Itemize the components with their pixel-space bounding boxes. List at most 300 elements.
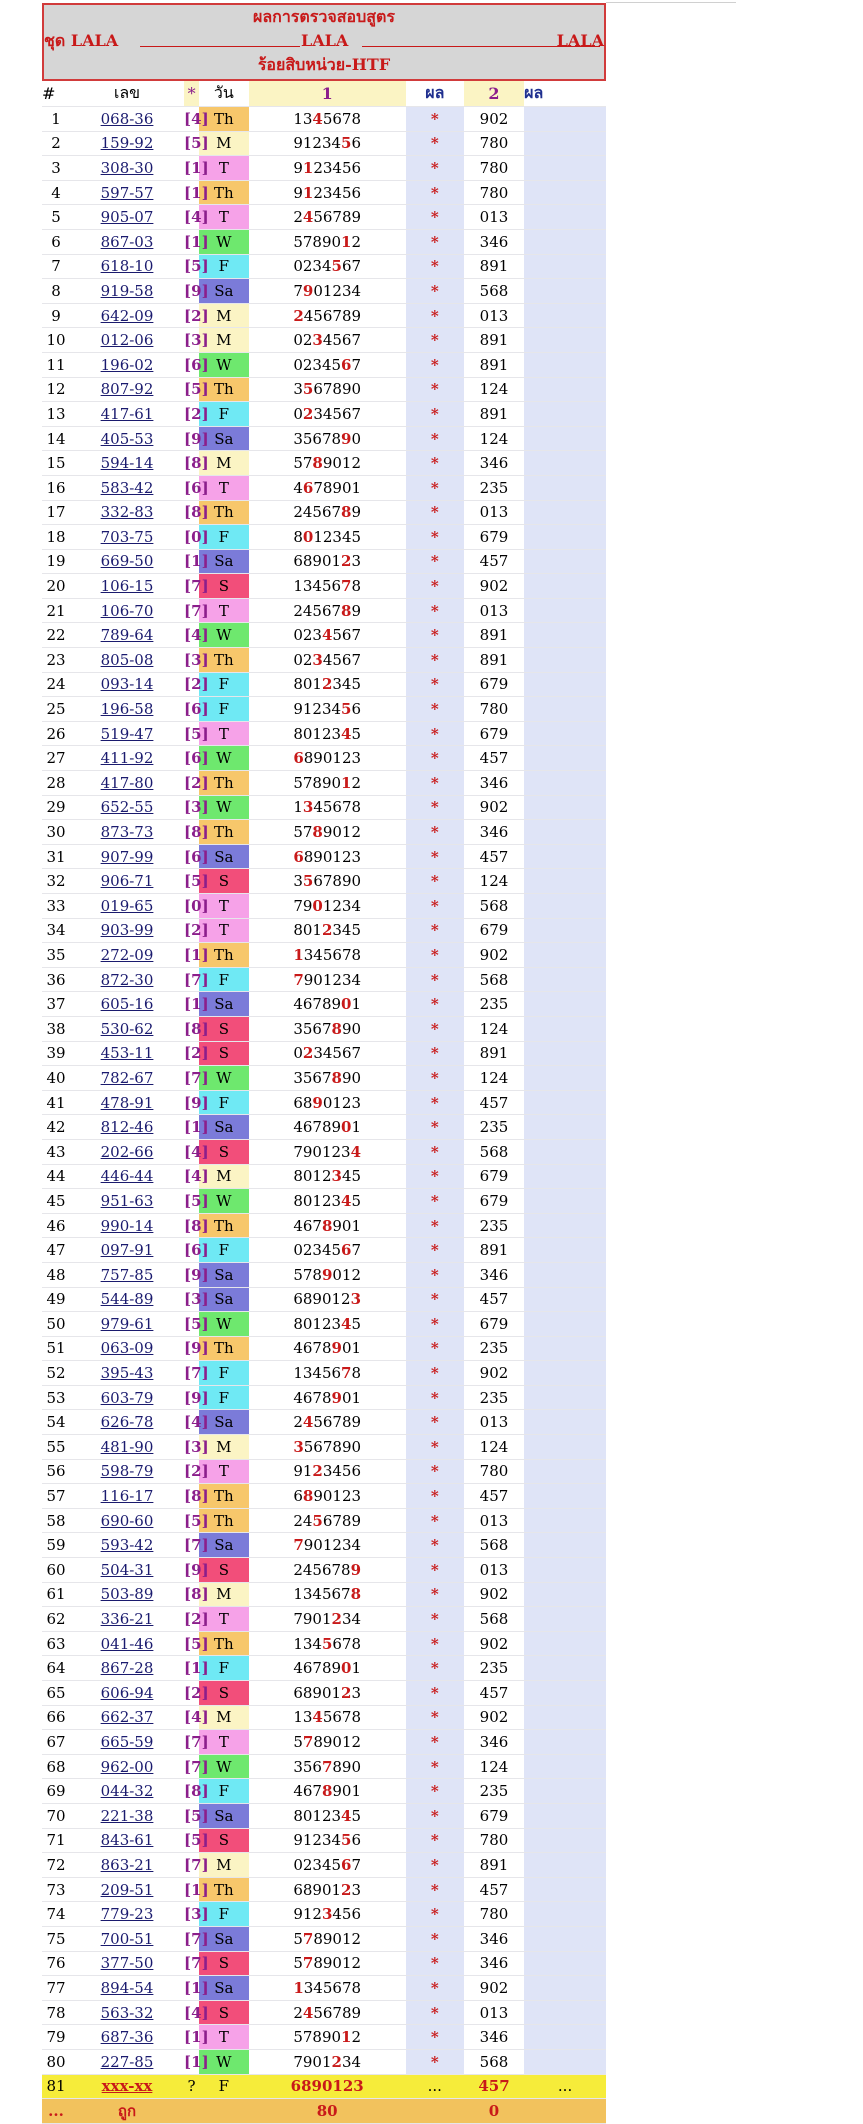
row-bracket: [8	[184, 1779, 199, 1804]
hit-count-1: 80	[249, 2099, 406, 2124]
summary-dots: ...	[42, 2099, 70, 2124]
table-row	[42, 1435, 606, 1460]
hit-digit: 8	[312, 823, 323, 842]
row-bracket: [7	[184, 1754, 199, 1779]
table-row	[42, 1016, 606, 1041]
day-cell: Th	[199, 107, 249, 132]
row-index: 79	[42, 2025, 70, 2050]
digits-before: 02345	[293, 355, 342, 374]
row-index: 13	[42, 402, 70, 427]
result1-cell: *	[406, 1533, 464, 1558]
hit-digit: 9	[350, 1560, 362, 1579]
result2-cell	[524, 1238, 606, 1263]
result2-cell	[524, 1213, 606, 1238]
day-cell: W	[199, 1189, 249, 1214]
number-link[interactable]: 504-31	[70, 1558, 184, 1583]
result2-cell	[524, 1705, 606, 1730]
number-link[interactable]: 906-71	[70, 869, 184, 894]
hit-digit: 6	[293, 749, 304, 768]
digits-before: 7901	[293, 1610, 332, 1629]
number-link[interactable]: 417-61	[70, 402, 184, 427]
number-link[interactable]: 332-83	[70, 500, 184, 525]
number-link[interactable]: 209-51	[70, 1877, 184, 1902]
number-link[interactable]: 221-38	[70, 1803, 184, 1828]
group1-cell	[249, 1607, 406, 1632]
group2-cell: 235	[464, 1213, 524, 1238]
digits-after: 34567	[313, 404, 362, 423]
group1-cell	[249, 1926, 406, 1951]
bracket-digit: 3	[191, 1437, 202, 1456]
number-link[interactable]: 583-42	[70, 475, 184, 500]
bracket-digit: 7	[191, 601, 202, 620]
number-link[interactable]: 894-54	[70, 1976, 184, 2001]
row-index: 57	[42, 1484, 70, 1509]
hit-digit: 4	[350, 1142, 362, 1161]
number-link[interactable]: 642-09	[70, 303, 184, 328]
result1-cell: *	[406, 1115, 464, 1140]
number-link[interactable]: 106-70	[70, 598, 184, 623]
group2-cell: 346	[464, 2025, 524, 2050]
hit-digit: 9	[331, 1339, 342, 1358]
table-row	[42, 1213, 606, 1238]
group1-cell	[249, 1779, 406, 1804]
number-link[interactable]: 757-85	[70, 1262, 184, 1287]
number-link[interactable]: 272-09	[70, 943, 184, 968]
number-link[interactable]: 093-14	[70, 672, 184, 697]
result2-cell	[524, 156, 606, 181]
row-bracket: [4	[184, 1705, 199, 1730]
digits-before: 91	[293, 1462, 313, 1481]
number-link[interactable]: 597-57	[70, 180, 184, 205]
number-link[interactable]: 336-21	[70, 1607, 184, 1632]
row-index: 44	[42, 1164, 70, 1189]
group2-cell: 235	[464, 1385, 524, 1410]
number-link[interactable]: 405-53	[70, 426, 184, 451]
result2-cell	[524, 1361, 606, 1386]
bracket-digit: 3	[191, 650, 202, 669]
group1-cell	[249, 967, 406, 992]
number-link[interactable]: 159-92	[70, 131, 184, 156]
bracket-digit: 6	[191, 700, 202, 719]
bracket-digit: 9	[191, 1560, 202, 1579]
digits-before: 68	[293, 1093, 313, 1112]
group1-cell	[249, 1582, 406, 1607]
hit-digit: 7	[321, 1757, 333, 1776]
number-link[interactable]: 789-64	[70, 623, 184, 648]
row-index: 16	[42, 475, 70, 500]
row-bracket: [2	[184, 672, 199, 697]
digits-after: 56789	[313, 1413, 362, 1432]
digits-before: 13	[293, 109, 313, 128]
day-cell: Th	[199, 1631, 249, 1656]
group2-cell: 679	[464, 721, 524, 746]
hit-digit: 2	[302, 404, 314, 423]
group2-cell: 124	[464, 1016, 524, 1041]
digits-after: 567	[332, 626, 362, 645]
number-link[interactable]: 703-75	[70, 525, 184, 550]
result2-cell	[524, 746, 606, 771]
number-link[interactable]: 962-00	[70, 1754, 184, 1779]
digits-before: 46789	[293, 1659, 342, 1678]
hit-digit: 1	[341, 2028, 352, 2047]
day-cell: Th	[199, 1336, 249, 1361]
digits-after: 34567	[313, 1044, 362, 1063]
group2-cell: 780	[464, 1902, 524, 1927]
number-link[interactable]: 805-08	[70, 648, 184, 673]
digits-after: 2	[351, 2028, 362, 2047]
table-row	[42, 549, 606, 574]
number-link[interactable]: 990-14	[70, 1213, 184, 1238]
group1-cell	[249, 1041, 406, 1066]
row-bracket: [7	[184, 1533, 199, 1558]
number-link[interactable]: 665-59	[70, 1730, 184, 1755]
row-bracket: [3	[184, 648, 199, 673]
hit-digit: 1	[293, 1978, 304, 1997]
number-link[interactable]: 905-07	[70, 205, 184, 230]
number-link[interactable]: 544-89	[70, 1287, 184, 1312]
digits-before: 68901	[293, 1683, 342, 1702]
number-link[interactable]: 807-92	[70, 377, 184, 402]
result1-cell: *	[406, 1656, 464, 1681]
hit-digit: 3	[302, 798, 314, 817]
group1-cell	[249, 820, 406, 845]
row-index: 78	[42, 2000, 70, 2025]
result2-cell	[524, 107, 606, 132]
group1-cell	[249, 1828, 406, 1853]
table-row	[42, 500, 606, 525]
group2-cell: 457	[464, 1287, 524, 1312]
result1-cell: *	[406, 1828, 464, 1853]
group2-cell: 902	[464, 107, 524, 132]
digits-before: 24567	[293, 601, 342, 620]
digits-after: 890123	[303, 749, 362, 768]
number-link[interactable]: 812-46	[70, 1115, 184, 1140]
number-link[interactable]: 308-30	[70, 156, 184, 181]
group1-cell	[249, 1385, 406, 1410]
day-cell: Th	[199, 820, 249, 845]
result1-cell: *	[406, 525, 464, 550]
number-link[interactable]: 603-79	[70, 1385, 184, 1410]
group2-cell: 346	[464, 771, 524, 796]
digits-after: 67890	[313, 872, 362, 891]
result1-cell: *	[406, 1508, 464, 1533]
day-cell: T	[199, 721, 249, 746]
row-bracket: [8	[184, 500, 199, 525]
table-row	[42, 1041, 606, 1066]
group2-cell: 013	[464, 2000, 524, 2025]
table-row	[42, 451, 606, 476]
number-link[interactable]: 012-06	[70, 328, 184, 353]
digits-after: 90	[341, 1068, 362, 1087]
table-row	[42, 1508, 606, 1533]
day-cell: M	[199, 1435, 249, 1460]
table-row	[42, 1262, 606, 1287]
digits-after: 01	[341, 1388, 362, 1407]
result1-cell: *	[406, 1803, 464, 1828]
bracket-digit: 5	[191, 134, 202, 153]
digits-after: 6	[351, 700, 362, 719]
result1-cell: *	[406, 1926, 464, 1951]
day-cell: T	[199, 1730, 249, 1755]
row-bracket: [6	[184, 746, 199, 771]
table-row	[42, 1656, 606, 1681]
group1-cell	[249, 672, 406, 697]
row-bracket: [9	[184, 1385, 199, 1410]
group1-cell	[249, 697, 406, 722]
number-link[interactable]: 598-79	[70, 1459, 184, 1484]
number-link[interactable]: 068-36	[70, 107, 184, 132]
hit-digit: 2	[321, 921, 333, 940]
number-link[interactable]: 478-91	[70, 1090, 184, 1115]
number-link[interactable]: 669-50	[70, 549, 184, 574]
group2-cell: 457	[464, 549, 524, 574]
digits-before: 35678	[293, 429, 342, 448]
result1-cell: *	[406, 746, 464, 771]
number-link[interactable]: 063-09	[70, 1336, 184, 1361]
group2-cell: 679	[464, 672, 524, 697]
group2-cell: 568	[464, 1533, 524, 1558]
result1-cell: *	[406, 697, 464, 722]
number-link[interactable]: 481-90	[70, 1435, 184, 1460]
row-bracket: [7	[184, 1361, 199, 1386]
hit-digit: 3	[312, 331, 323, 350]
number-link[interactable]: 530-62	[70, 1016, 184, 1041]
group2-cell: 679	[464, 918, 524, 943]
bracket-digit: 2	[191, 404, 202, 423]
group1-cell	[249, 844, 406, 869]
digits-before: 91234	[293, 700, 342, 719]
day-cell: T	[199, 918, 249, 943]
day-cell: F	[199, 967, 249, 992]
group1-cell	[249, 746, 406, 771]
result1-cell: *	[406, 1262, 464, 1287]
row-bracket: [1	[184, 943, 199, 968]
day-cell: S	[199, 869, 249, 894]
number-link[interactable]: 446-44	[70, 1164, 184, 1189]
digits-after: 5	[351, 1314, 362, 1333]
day-cell: S	[199, 1951, 249, 1976]
digits-after: 4567	[322, 650, 362, 669]
hit-digit: 2	[331, 1610, 342, 1629]
number-link[interactable]: 867-03	[70, 229, 184, 254]
digits-after: 67890	[313, 380, 362, 399]
group1-cell	[249, 1312, 406, 1337]
row-bracket: [8	[184, 1484, 199, 1509]
number-link[interactable]: 903-99	[70, 918, 184, 943]
number-link[interactable]: 395-43	[70, 1361, 184, 1386]
number-link[interactable]: 041-46	[70, 1631, 184, 1656]
number-link[interactable]: 563-32	[70, 2000, 184, 2025]
bracket-digit: 2	[191, 1462, 202, 1481]
hit-digit: 4	[302, 208, 314, 227]
summary-label: ถูก	[70, 2099, 184, 2124]
result1-cell: *	[406, 1730, 464, 1755]
result1-cell: *	[406, 1976, 464, 2001]
group1-cell	[249, 1533, 406, 1558]
number-link[interactable]: 687-36	[70, 2025, 184, 2050]
day-cell: F	[199, 402, 249, 427]
result2-cell	[524, 1976, 606, 2001]
digits-after: 01234	[313, 281, 362, 300]
row-index: 7	[42, 254, 70, 279]
table-row	[42, 1361, 606, 1386]
digits-before: 801	[293, 675, 322, 694]
group2-cell: 891	[464, 1238, 524, 1263]
result2-cell	[524, 1090, 606, 1115]
number-link[interactable]: 919-58	[70, 279, 184, 304]
day-cell: Th	[199, 1484, 249, 1509]
number-link[interactable]: 867-28	[70, 1656, 184, 1681]
number-link[interactable]: 626-78	[70, 1410, 184, 1435]
number-link[interactable]: 593-42	[70, 1533, 184, 1558]
result2-cell	[524, 795, 606, 820]
group2-cell: 568	[464, 2049, 524, 2074]
number-link[interactable]: 377-50	[70, 1951, 184, 1976]
number-link[interactable]: 779-23	[70, 1902, 184, 1927]
hit-digit: 8	[341, 503, 352, 522]
day-cell: Sa	[199, 1287, 249, 1312]
number-link[interactable]: 202-66	[70, 1139, 184, 1164]
digits-after: 12345	[313, 527, 362, 546]
table-row	[42, 697, 606, 722]
number-link[interactable]: 700-51	[70, 1926, 184, 1951]
group1-cell	[249, 1681, 406, 1706]
number-link[interactable]: 907-99	[70, 844, 184, 869]
number-link[interactable]: xxx-xx	[70, 2074, 184, 2099]
group2-cell: 780	[464, 1828, 524, 1853]
result2-cell	[524, 1066, 606, 1091]
group2-cell: 124	[464, 426, 524, 451]
number-link[interactable]: 605-16	[70, 992, 184, 1017]
row-bracket: [7	[184, 1066, 199, 1091]
number-link[interactable]: 453-11	[70, 1041, 184, 1066]
result2-cell	[524, 2025, 606, 2050]
row-index: 1	[42, 107, 70, 132]
bracket-digit: 4	[191, 1167, 202, 1186]
digits-before: 3567	[293, 1068, 332, 1087]
number-link[interactable]: 594-14	[70, 451, 184, 476]
number-link[interactable]: 411-92	[70, 746, 184, 771]
digits-after: 5	[351, 1806, 362, 1825]
day-cell: Sa	[199, 844, 249, 869]
number-link[interactable]: 503-89	[70, 1582, 184, 1607]
number-link[interactable]: 872-30	[70, 967, 184, 992]
hit-digit: 7	[302, 1732, 314, 1751]
row-index: 42	[42, 1115, 70, 1140]
hit-digit: 4	[302, 2003, 314, 2022]
number-link[interactable]: 519-47	[70, 721, 184, 746]
number-link[interactable]: 652-55	[70, 795, 184, 820]
number-link[interactable]: 951-63	[70, 1189, 184, 1214]
row-bracket: ?	[184, 2074, 199, 2099]
number-link[interactable]: 662-37	[70, 1705, 184, 1730]
table-row	[42, 1336, 606, 1361]
digits-before: 02	[293, 331, 313, 350]
result2-cell	[524, 844, 606, 869]
bracket-digit: 6	[191, 847, 202, 866]
number-link[interactable]: 863-21	[70, 1853, 184, 1878]
day-cell: F	[199, 1779, 249, 1804]
result2-cell	[524, 1853, 606, 1878]
digits-after: 0123	[322, 1093, 362, 1112]
table-row	[42, 1877, 606, 1902]
digits-after: 56789	[313, 2003, 362, 2022]
day-cell: W	[199, 1754, 249, 1779]
group2-cell: 891	[464, 352, 524, 377]
table-row	[42, 918, 606, 943]
digits-after: 901234	[303, 970, 362, 989]
table-row	[42, 1705, 606, 1730]
table-row	[42, 328, 606, 353]
hit-digit: 7	[293, 970, 304, 989]
number-link[interactable]: 606-94	[70, 1681, 184, 1706]
digits-before: 245678	[293, 1560, 351, 1579]
number-link[interactable]: 019-65	[70, 894, 184, 919]
number-link[interactable]: 690-60	[70, 1508, 184, 1533]
digits-after: 1	[351, 1659, 362, 1678]
number-link[interactable]: 979-61	[70, 1312, 184, 1337]
number-link[interactable]: 097-91	[70, 1238, 184, 1263]
bracket-digit: 1	[191, 232, 202, 251]
results-body	[42, 107, 606, 2075]
result2-cell	[524, 1164, 606, 1189]
hit-digit: 8	[341, 601, 352, 620]
number-link[interactable]: 196-02	[70, 352, 184, 377]
hit-digit: 3	[350, 1290, 362, 1309]
digits-after: 23456	[313, 158, 362, 177]
result2-cell	[524, 377, 606, 402]
number-link[interactable]: 196-58	[70, 697, 184, 722]
number-link[interactable]: 417-80	[70, 771, 184, 796]
group2-cell: 235	[464, 1115, 524, 1140]
digits-before: 9	[293, 183, 303, 202]
digits-before: 6	[293, 1487, 303, 1506]
row-index: 74	[42, 1902, 70, 1927]
digits-before: 57	[293, 454, 313, 473]
hit-digit: 1	[293, 945, 304, 964]
number-link[interactable]: 782-67	[70, 1066, 184, 1091]
result1-cell: *	[406, 1164, 464, 1189]
number-link[interactable]: 044-32	[70, 1779, 184, 1804]
number-link[interactable]: 106-15	[70, 574, 184, 599]
number-link[interactable]: 873-73	[70, 820, 184, 845]
row-bracket: [1	[184, 2025, 199, 2050]
bracket-digit: 5	[191, 1806, 202, 1825]
row-index: 77	[42, 1976, 70, 2001]
result2-cell	[524, 1951, 606, 1976]
row-index: 2	[42, 131, 70, 156]
row-index: 22	[42, 623, 70, 648]
row-bracket: [6	[184, 475, 199, 500]
day-cell: W	[199, 2049, 249, 2074]
day-cell: S	[199, 574, 249, 599]
table-row	[42, 402, 606, 427]
hit-count-2: 0	[464, 2099, 524, 2124]
bracket-digit: 8	[191, 1216, 202, 1235]
number-link[interactable]: 227-85	[70, 2049, 184, 2074]
result1-cell: *	[406, 820, 464, 845]
digits-after: 7	[351, 355, 362, 374]
number-link[interactable]: 843-61	[70, 1828, 184, 1853]
number-link[interactable]: 116-17	[70, 1484, 184, 1509]
group2-cell: 457	[464, 2074, 524, 2099]
number-link[interactable]: 618-10	[70, 254, 184, 279]
group2-cell: 346	[464, 820, 524, 845]
result1-cell: *	[406, 377, 464, 402]
day-cell: F	[199, 254, 249, 279]
digits-before: 7	[293, 281, 303, 300]
result1-cell: *	[406, 771, 464, 796]
